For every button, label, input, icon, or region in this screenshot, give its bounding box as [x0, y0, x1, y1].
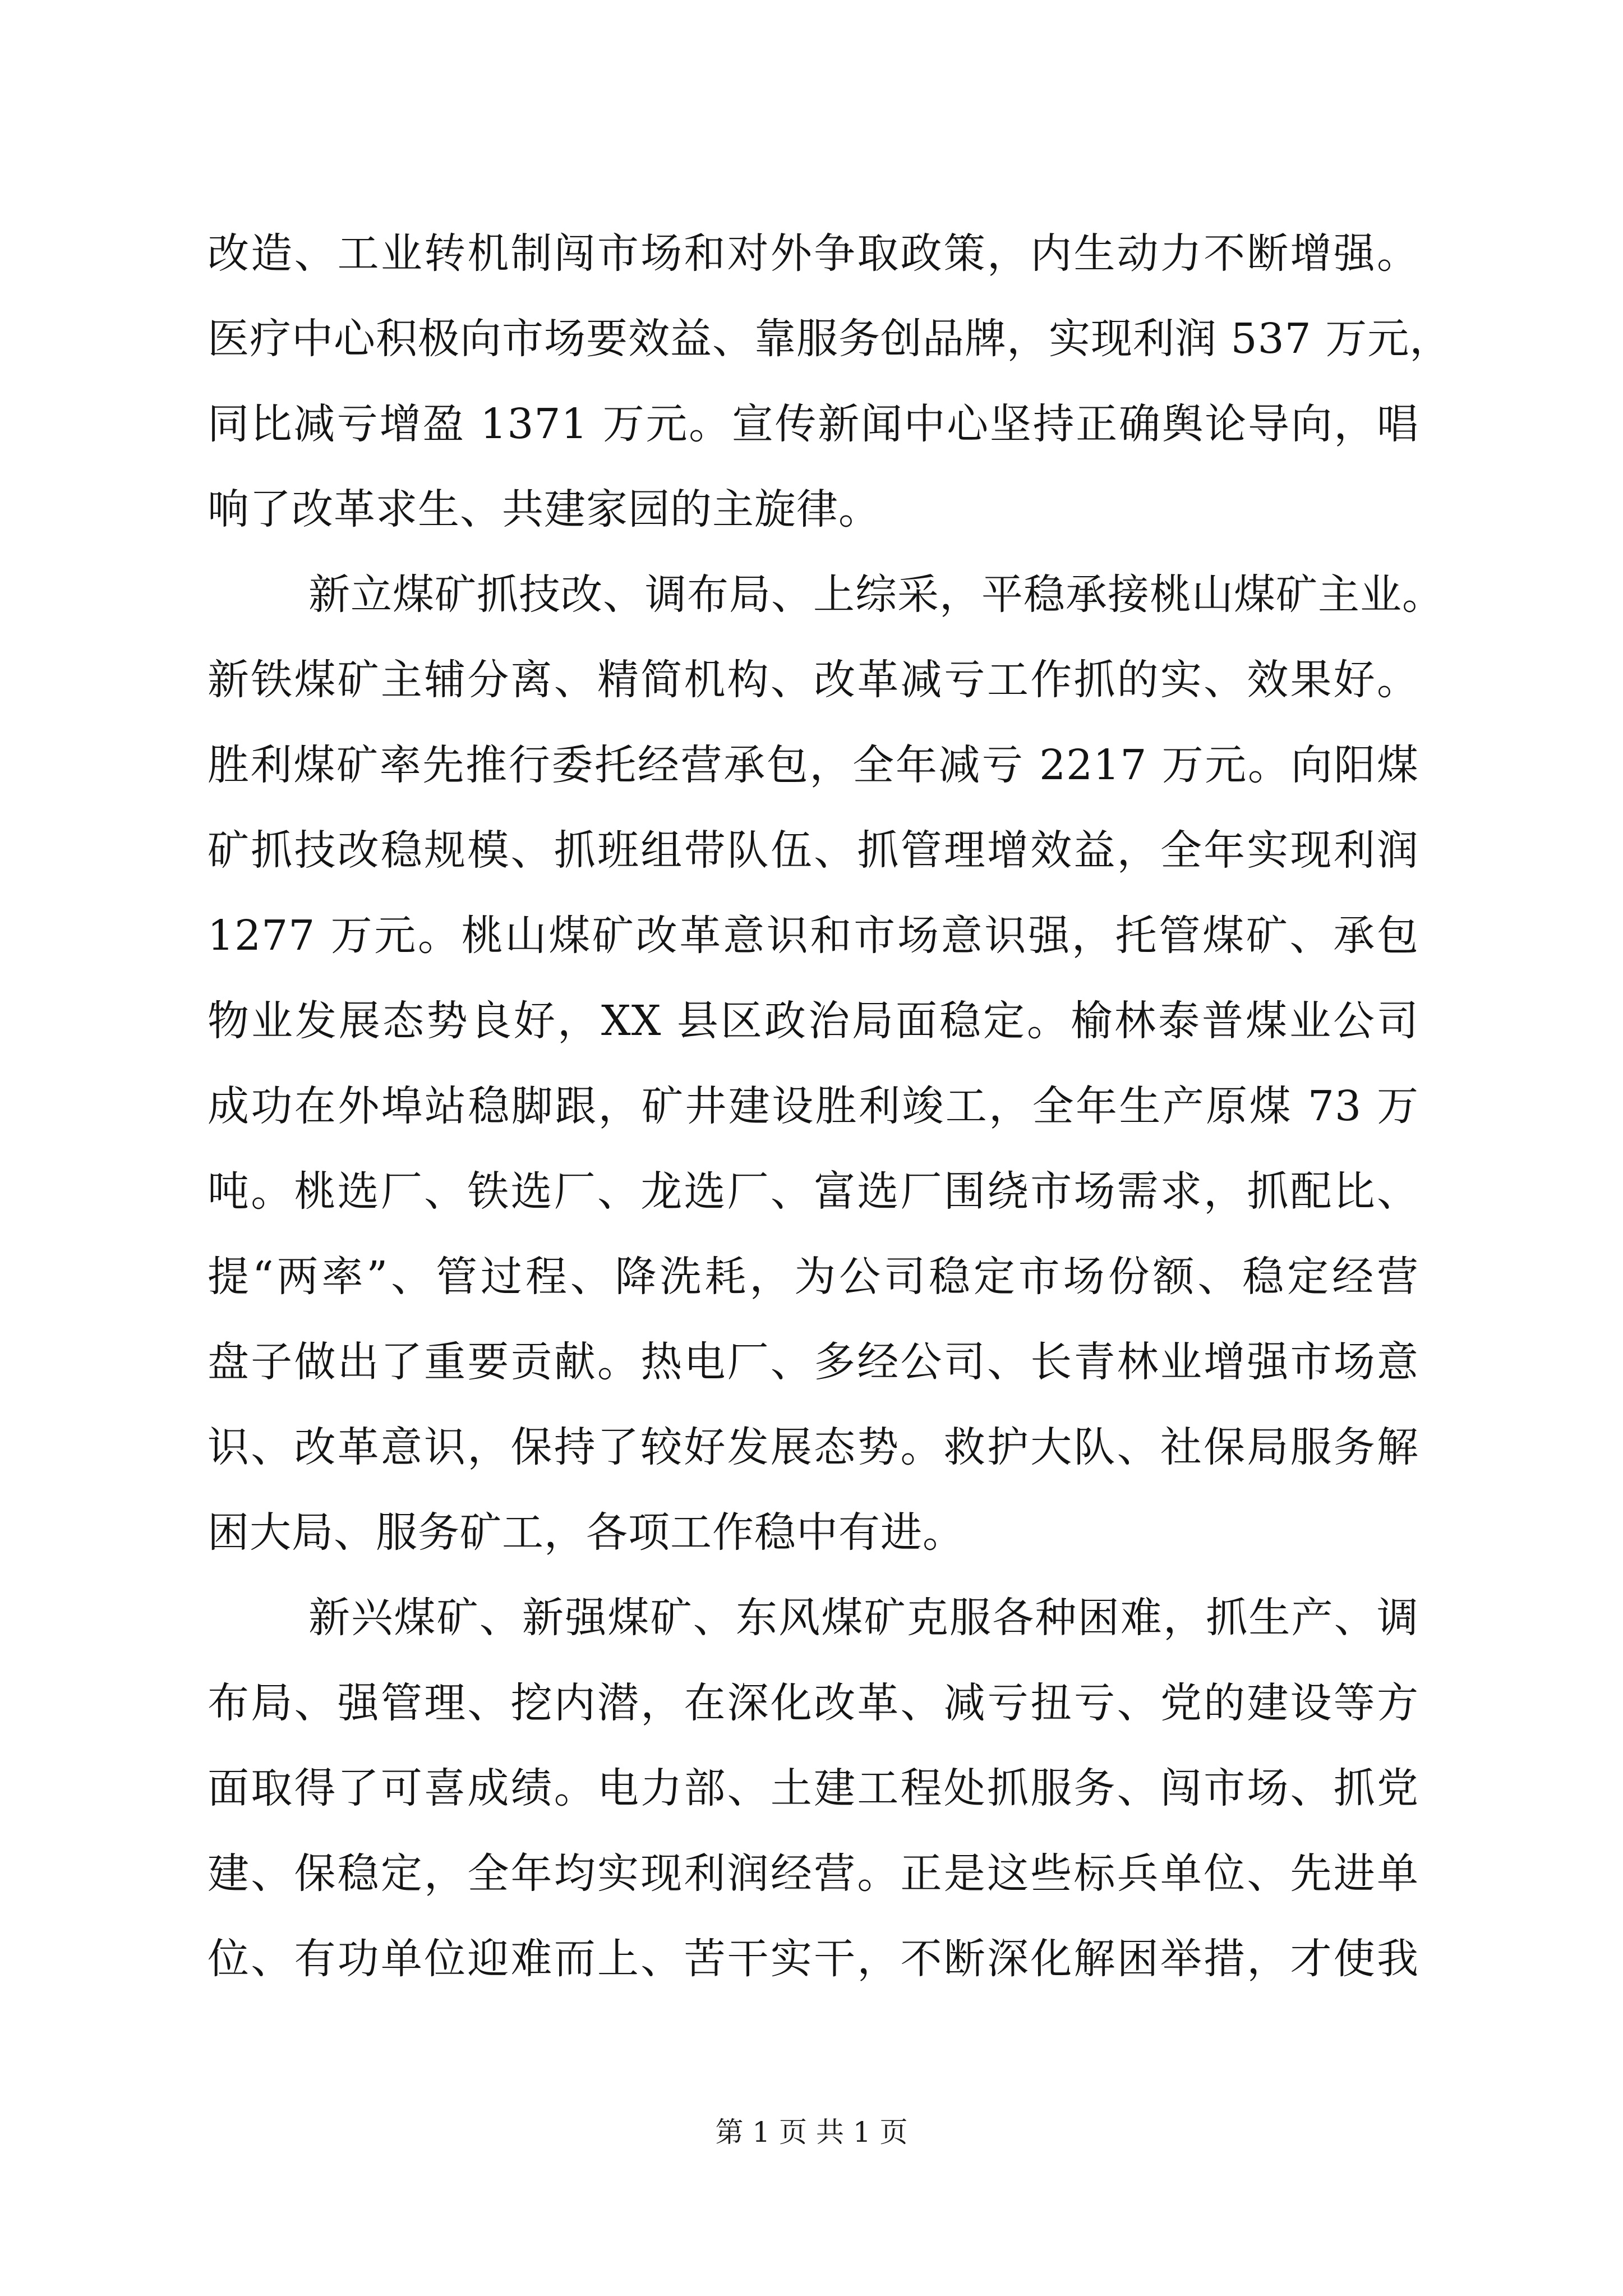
- text-line: 1277 万元。桃山煤矿改革意识和市场意识强，托管煤矿、承包: [208, 912, 1419, 960]
- text-line: 改造、工业转机制闯市场和对外争取政策，内生动力不断增强。: [208, 229, 1419, 278]
- text-line: 医疗中心积极向市场要效益、靠服务创品牌，实现利润 537 万元，: [208, 315, 1452, 363]
- paragraph-start-line: 新兴煤矿、新强煤矿、东风煤矿克服各种困难，抓生产、调: [308, 1594, 1419, 1642]
- text-line: 同比减亏增盈 1371 万元。宣传新闻中心坚持正确舆论导向，唱: [208, 400, 1419, 448]
- text-line: 盘子做出了重要贡献。热电厂、多经公司、长青林业增强市场意: [208, 1338, 1419, 1386]
- text-line: 成功在外埠站稳脚跟，矿井建设胜利竣工，全年生产原煤 73 万: [208, 1082, 1419, 1130]
- text-line: 响了改革求生、共建家园的主旋律。: [208, 485, 880, 533]
- text-line: 建、保稳定，全年均实现利润经营。正是这些标兵单位、先进单: [208, 1849, 1419, 1898]
- text-line: 布局、强管理、挖内潜，在深化改革、减亏扭亏、党的建设等方: [208, 1679, 1419, 1727]
- text-line: 新铁煤矿主辅分离、精简机构、改革减亏工作抓的实、效果好。: [208, 656, 1419, 704]
- text-line: 困大局、服务矿工，各项工作稳中有进。: [208, 1508, 965, 1557]
- text-line: 面取得了可喜成绩。电力部、土建工程处抓服务、闯市场、抓党: [208, 1764, 1419, 1812]
- text-line: 吨。桃选厂、铁选厂、龙选厂、富选厂围绕市场需求，抓配比、: [208, 1167, 1419, 1216]
- text-line: 物业发展态势良好，XX 县区政治局面稳定。榆林泰普煤业公司: [208, 997, 1419, 1045]
- page-footer: 第 1 页 共 1 页: [715, 2116, 908, 2148]
- text-line: 矿抓技改稳规模、抓班组带队伍、抓管理增效益，全年实现利润: [208, 826, 1419, 875]
- text-line: 提“两率”、管过程、降洗耗，为公司稳定市场份额、稳定经营: [208, 1253, 1419, 1301]
- body-text: [208, 211, 1452, 2001]
- paragraph-start-line: 新立煤矿抓技改、调布局、上综采，平稳承接桃山煤矿主业。: [308, 570, 1444, 619]
- text-line: 位、有功单位迎难而上、苦干实干，不断深化解困举措，才使我: [208, 1935, 1419, 1983]
- text-line: 胜利煤矿率先推行委托经营承包，全年减亏 2217 万元。向阳煤: [208, 741, 1419, 789]
- text-line: 识、改革意识，保持了较好发展态势。救护大队、社保局服务解: [208, 1423, 1419, 1471]
